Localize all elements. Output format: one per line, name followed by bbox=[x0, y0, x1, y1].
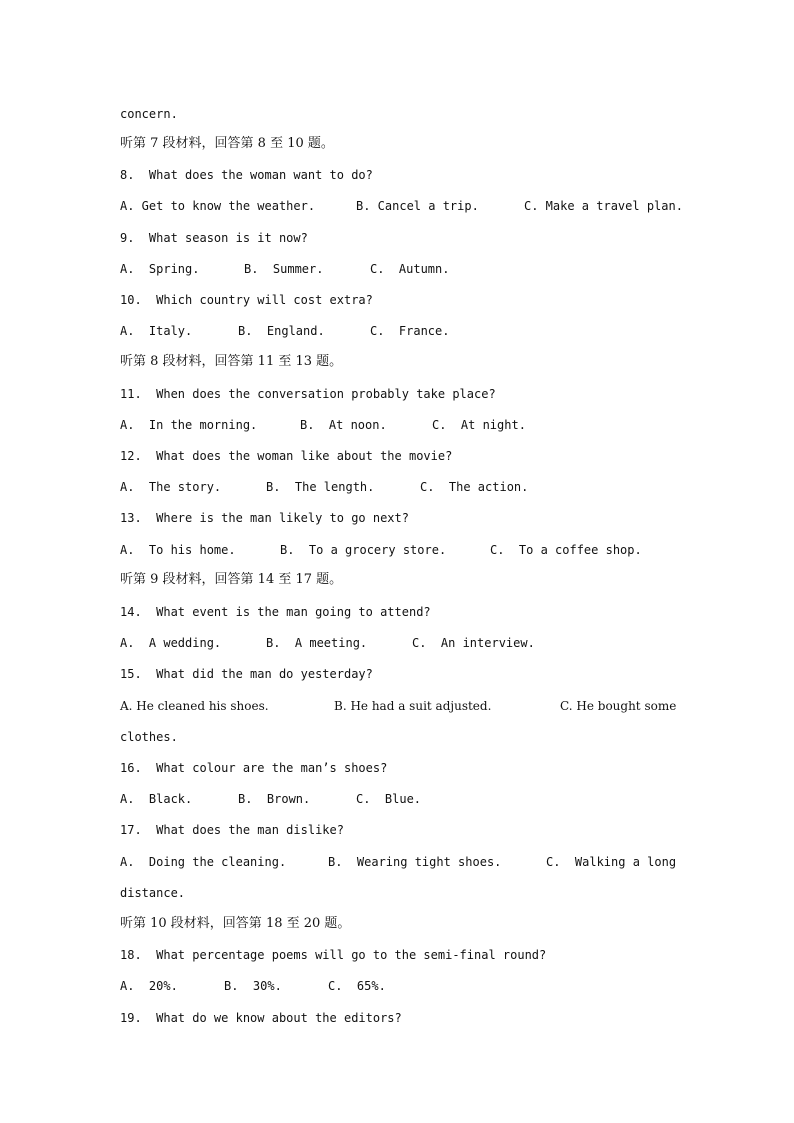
text-line: distance. bbox=[120, 886, 186, 900]
option-a: A. Spring. bbox=[120, 262, 200, 276]
option-b: B. England. bbox=[238, 324, 325, 338]
question-10: 10. Which country will cost extra? bbox=[120, 293, 373, 307]
question-16: 16. What colour are the man’s shoes? bbox=[120, 761, 388, 775]
option-b: B. The length. bbox=[266, 480, 375, 494]
option-c: C. Autumn. bbox=[370, 262, 450, 276]
option-b: B. Wearing tight shoes. bbox=[328, 855, 502, 869]
question-14: 14. What event is the man going to attend? bbox=[120, 605, 431, 619]
option-c: C. To a coffee shop. bbox=[490, 543, 642, 557]
text-line: concern. bbox=[120, 107, 178, 121]
option-b: B. A meeting. bbox=[266, 636, 368, 650]
text-line: clothes. bbox=[120, 730, 178, 744]
option-b: B. At noon. bbox=[300, 418, 387, 432]
option-a: A. The story. bbox=[120, 480, 222, 494]
question-11: 11. When does the conversation probably take place? bbox=[120, 387, 496, 401]
option-c: C. Blue. bbox=[356, 792, 422, 806]
option-c: C. 65%. bbox=[328, 979, 386, 993]
question-12: 12. What does the woman like about the movie? bbox=[120, 449, 453, 463]
question-15: 15. What did the man do yesterday? bbox=[120, 667, 373, 681]
option-a: A. A wedding. bbox=[120, 636, 222, 650]
option-c: C. Make a travel plan. bbox=[524, 199, 683, 213]
question-13: 13. Where is the man likely to go next? bbox=[120, 511, 409, 525]
section-heading: 听第 7 段材料，回答第 8 至 10 题。 bbox=[120, 136, 334, 151]
option-b: B. Cancel a trip. bbox=[356, 199, 479, 213]
option-a: A. Get to know the weather. bbox=[120, 199, 316, 213]
option-a: A. Doing the cleaning. bbox=[120, 855, 287, 869]
section-heading: 听第 8 段材料，回答第 11 至 13 题。 bbox=[120, 354, 343, 369]
section-heading: 听第 9 段材料，回答第 14 至 17 题。 bbox=[120, 572, 343, 587]
option-a: A. 20%. bbox=[120, 979, 178, 993]
option-a: A. Italy. bbox=[120, 324, 193, 338]
option-c: C. The action. bbox=[420, 480, 529, 494]
option-a: A. He cleaned his shoes. bbox=[120, 699, 269, 713]
question-18: 18. What percentage poems will go to the semi-final round? bbox=[120, 948, 547, 962]
option-c: C. An interview. bbox=[412, 636, 535, 650]
option-a: A. In the morning. bbox=[120, 418, 258, 432]
option-b: B. 30%. bbox=[224, 979, 282, 993]
option-a: A. To his home. bbox=[120, 543, 236, 557]
option-a: A. Black. bbox=[120, 792, 193, 806]
option-c: C. France. bbox=[370, 324, 450, 338]
option-b: B. To a grocery store. bbox=[280, 543, 447, 557]
option-c: C. He bought some bbox=[560, 699, 677, 713]
option-b: B. Summer. bbox=[244, 262, 324, 276]
question-8: 8. What does the woman want to do? bbox=[120, 168, 373, 182]
option-c: C. At night. bbox=[432, 418, 526, 432]
option-c: C. Walking a long bbox=[546, 855, 677, 869]
section-heading: 听第 10 段材料，回答第 18 至 20 题。 bbox=[120, 916, 351, 931]
question-19: 19. What do we know about the editors? bbox=[120, 1011, 402, 1025]
question-9: 9. What season is it now? bbox=[120, 231, 308, 245]
option-b: B. He had a suit adjusted. bbox=[334, 699, 492, 713]
option-b: B. Brown. bbox=[238, 792, 311, 806]
question-17: 17. What does the man dislike? bbox=[120, 823, 344, 837]
